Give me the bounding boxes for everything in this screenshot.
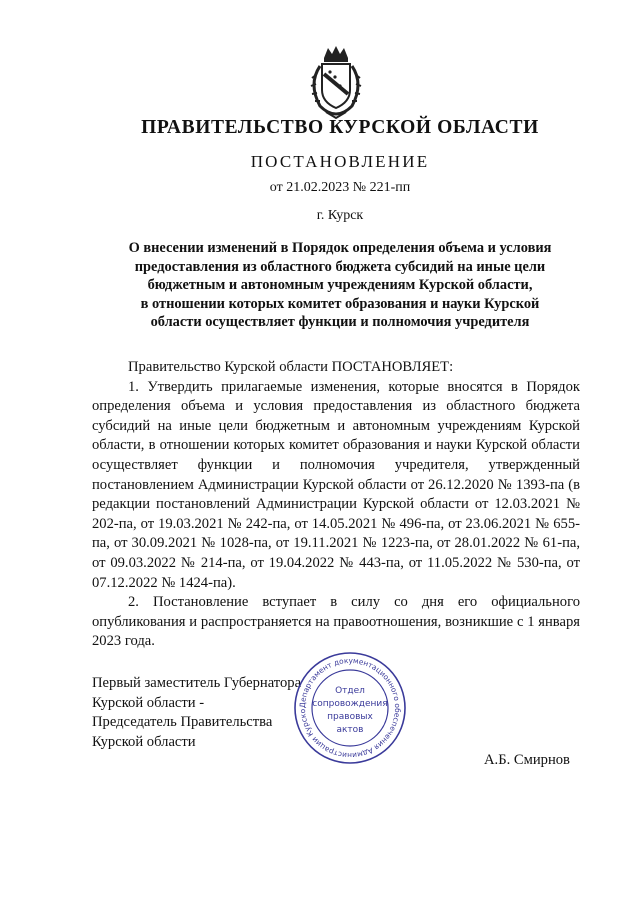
document-heading — [96, 239, 584, 332]
signer-position-line: Председатель Правительства — [92, 714, 273, 731]
heading-line: бюджетным и автономным учреждениям Курской области, — [147, 277, 533, 293]
organization-title: ПРАВИТЕЛЬСТВО КУРСКОЙ ОБЛАСТИ — [141, 117, 539, 138]
stamp-center-line: правовых — [327, 712, 373, 722]
document-city: г. Курск — [316, 208, 364, 223]
heading-line: в отношении которых комитет образования и науки Курской — [140, 295, 540, 312]
official-stamp — [292, 650, 408, 766]
signer-position-line: Первый заместитель Губернатора — [92, 675, 302, 691]
signer-position-line: Курской области - — [92, 694, 205, 711]
stamp-center-line: актов — [336, 725, 364, 735]
heading-line: О внесении изменений в Порядок определения объема и условия — [128, 240, 552, 256]
stamp-center-line: Отдел — [335, 686, 365, 696]
document-body — [92, 358, 580, 652]
resolution-item-1: 1. Утвердить прилагаемые изменения, которые вносятся в Порядок определения объема и условия предоставления из областного бюджета субсидий на иные цели бюджетным и автономным учреждениям Курской области, в отношении которых комитет образования и науки Курской области осуществляет функции и полномочия учредителя, утвержденный постановлением Администрации Курской области от 26.12.2020 № 1393-па (в редакции постановлений Администрации Курской области от 12.03.2021 № 202-па, от 19.03.2021 № 242-па, от 14.05.2021 № 496-па, от 23.06.2021 № 655-па, от 30.09.2021 № 1028-па, от 19.11.2021 № 1223-па, от 28.01.2022 № 61-па, от 09.03.2022 № 214-па, от 19.04.2022 № 443-па, от 11.05.2022 № 530-па, от 07.12.2022 № 1424-па). — [92, 378, 580, 591]
stamp-center-line: сопровождения — [312, 699, 388, 709]
heading-line: предоставления из областного бюджета субсидий на иные цели — [134, 258, 546, 275]
signer-position-line: Курской области — [92, 733, 196, 750]
document-date-number: от 21.02.2023 № 221-пп — [269, 180, 411, 195]
signer-position — [92, 674, 301, 752]
kursk-coat-of-arms-icon — [302, 44, 370, 120]
signer-name: А.Б. Смирнов — [484, 752, 570, 768]
resolution-item-2: 2. Постановление вступает в силу со дня его официального опубликования и распространяется на правоотношения, возникшие с 1 января 2023 года. — [92, 594, 580, 650]
document-type: ПОСТАНОВЛЕНИЕ — [250, 152, 430, 171]
heading-line: области осуществляет функции и полномочия учредителя — [150, 314, 530, 330]
resolution-intro: Правительство Курской области ПОСТАНОВЛЯЕТ: — [128, 359, 454, 375]
stamp-ring-text: Департамент документационного обеспечения Администрации Курско — [297, 655, 403, 761]
